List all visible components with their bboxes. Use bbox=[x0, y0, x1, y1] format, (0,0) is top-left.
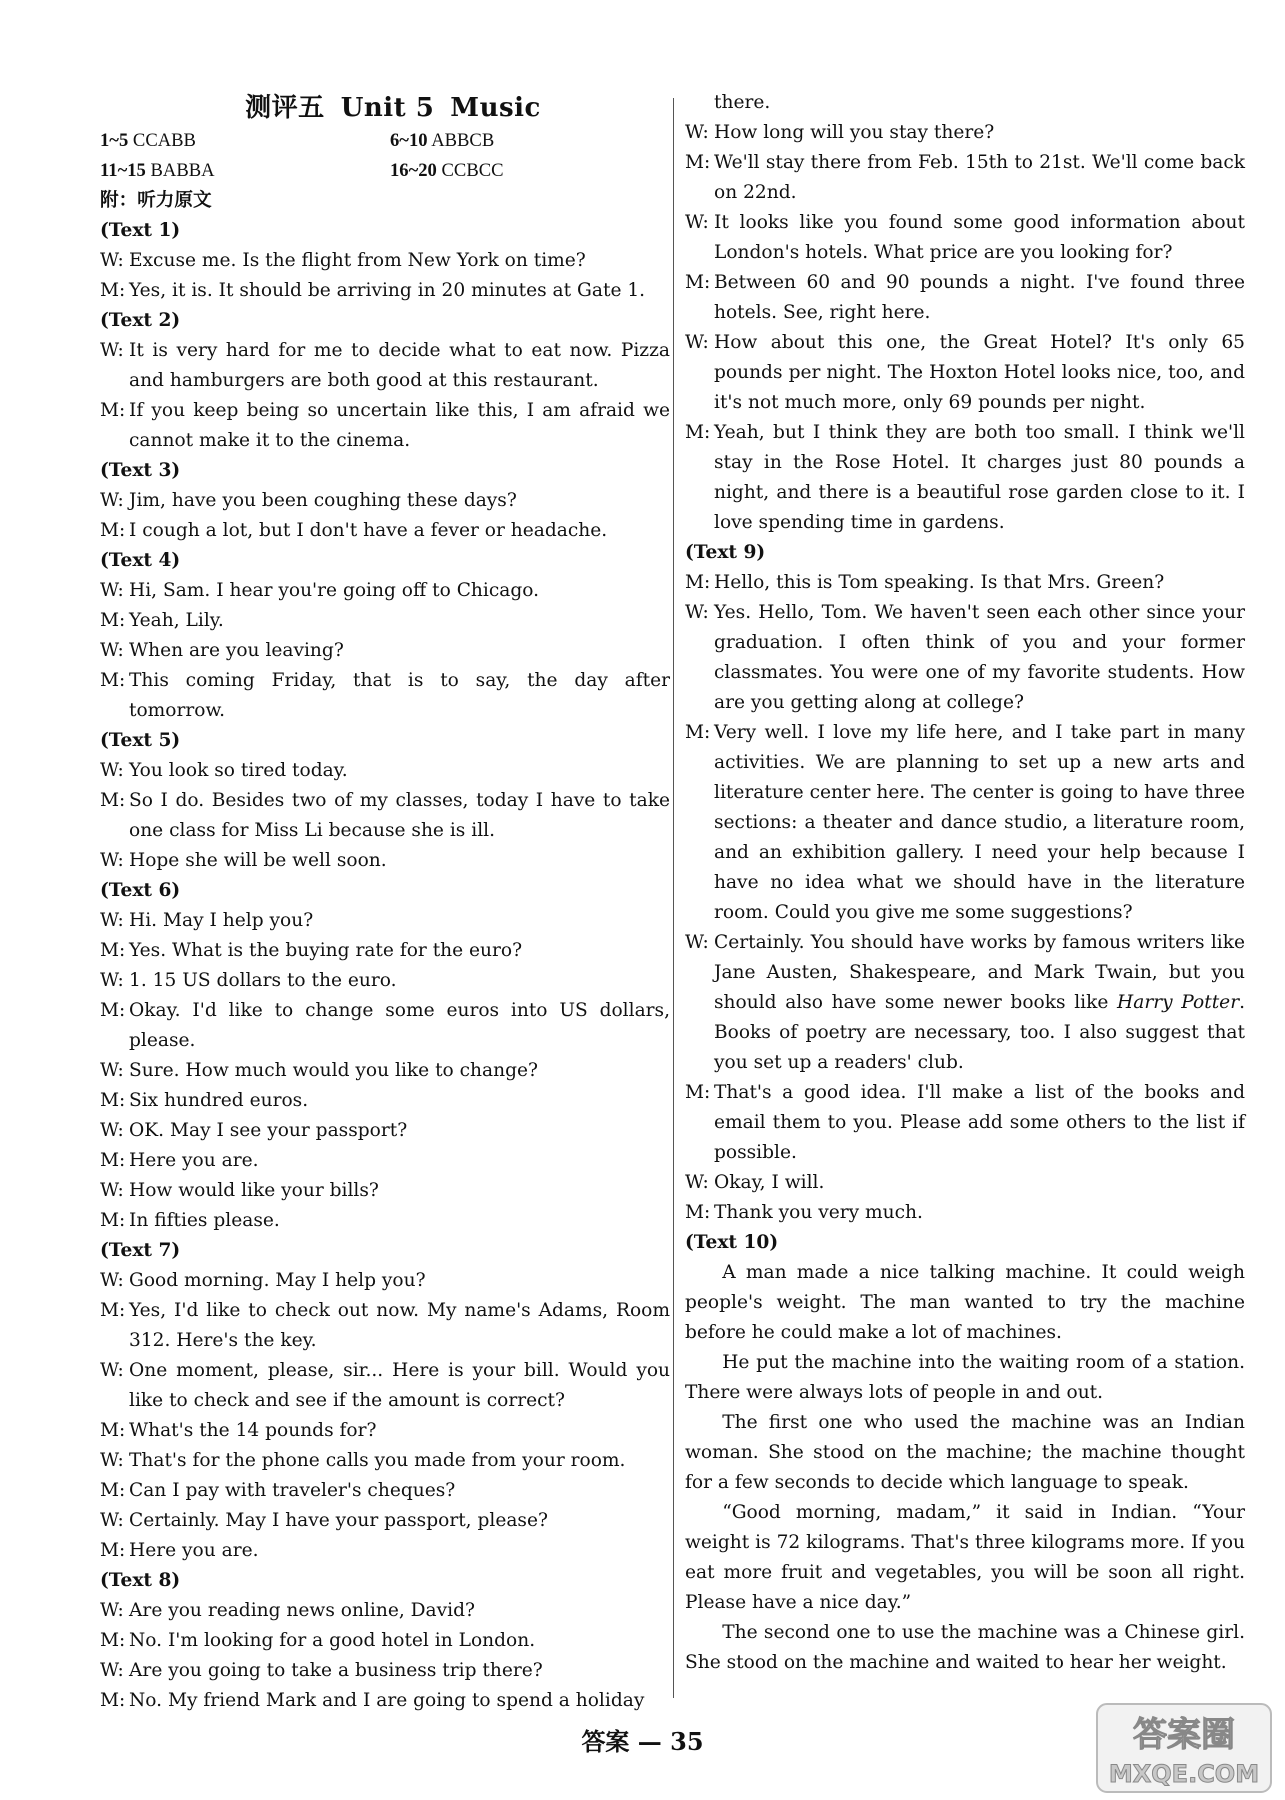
dialogue-line: M: Yes. What is the buying rate for the euro? bbox=[100, 940, 523, 961]
story-paragraph: He put the machine into the waiting room of a station. There were always lots of people in and out. bbox=[685, 1352, 1245, 1403]
dialogue-line: W: When are you leaving? bbox=[100, 640, 344, 661]
page-title bbox=[100, 88, 670, 126]
story-paragraph: “Good morning, madam,” it said in Indian. “Your weight is 72 kilograms. That's three kilograms more. If you eat more fruit and vegetables, you will be soon all right. Please have a nice day.” bbox=[685, 1502, 1245, 1613]
dialogue-line: M: Here you are. bbox=[100, 1540, 259, 1561]
dialogue-line: W: Jim, have you been coughing these days? bbox=[100, 490, 517, 511]
dialogue-line: M: This coming Friday, that is to say, the day after tomorrow. bbox=[100, 670, 670, 721]
dialogue-line: W: Hi, Sam. I hear you're going off to Chicago. bbox=[100, 580, 540, 601]
svg-text:MXQE.COM: MXQE.COM bbox=[1108, 1760, 1260, 1788]
appendix-heading: 附：听力原文 bbox=[100, 190, 212, 211]
left-column bbox=[100, 88, 670, 1716]
dialogue-continuation: there. bbox=[714, 92, 771, 113]
title-unit: Unit 5 bbox=[340, 93, 435, 123]
dialogue-line: M: Yes, it is. It should be arriving in 20 minutes at Gate 1. bbox=[100, 280, 646, 301]
svg-text:答案圈: 答案圈 bbox=[1133, 1715, 1235, 1755]
dialogue-line: M: If you keep being so uncertain like this, I am afraid we cannot make it to the cinema. bbox=[100, 400, 670, 451]
text-header: (Text 6) bbox=[100, 880, 181, 901]
dialogue-line: W: How would like your bills? bbox=[100, 1180, 379, 1201]
text-header: (Text 4) bbox=[100, 550, 181, 571]
dialogue-line: W: Hope she will be well soon. bbox=[100, 850, 387, 871]
dialogue-line: W: How about this one, the Great Hotel? It's only 65 pounds per night. The Hoxton Hotel looks nice, too, and it's not much more, only 69 pounds per night. bbox=[685, 332, 1245, 413]
book-title: Harry Potter bbox=[1117, 992, 1240, 1013]
dialogue-line: W: It is very hard for me to decide what to eat now. Pizza and hamburgers are both good at this restaurant. bbox=[100, 340, 670, 391]
story-paragraph: A man made a nice talking machine. It could weigh people's weight. The man wanted to try the machine before he could make a lot of machines. bbox=[685, 1262, 1245, 1343]
dialogue-line: W: Are you reading news online, David? bbox=[100, 1600, 475, 1621]
dialogue-line: M: Yeah, Lily. bbox=[100, 610, 224, 631]
dialogue-line: M: What's the 14 pounds for? bbox=[100, 1420, 377, 1441]
dialogue-line: W: It looks like you found some good information about London's hotels. What price are you looking for? bbox=[685, 212, 1245, 263]
dialogue-line: W: Yes. Hello, Tom. We haven't seen each other since your graduation. I often think of you and your former classmates. You were one of my favorite students. How are you getting along at college? bbox=[685, 602, 1245, 713]
dialogue-line: M: Here you are. bbox=[100, 1150, 259, 1171]
dialogue-line: W: Good morning. May I help you? bbox=[100, 1270, 426, 1291]
page-footer: 答案 — 35 bbox=[581, 1727, 704, 1756]
dialogue-line: M: That's a good idea. I'll make a list of the books and email them to you. Please add some others to the list if possible. bbox=[685, 1082, 1245, 1163]
dialogue-line: W: Are you going to take a business trip there? bbox=[100, 1660, 543, 1681]
title-topic: Music bbox=[450, 93, 541, 123]
dialogue-line: M: Six hundred euros. bbox=[100, 1090, 309, 1111]
dialogue-line: M: No. My friend Mark and I are going to spend a holiday bbox=[100, 1690, 645, 1711]
story-paragraph: The first one who used the machine was an Indian woman. She stood on the machine; the machine thought for a few seconds to decide which language to speak. bbox=[685, 1412, 1245, 1493]
dialogue-line: W: That's for the phone calls you made from your room. bbox=[100, 1450, 626, 1471]
dialogue-line: M: Very well. I love my life here, and I take part in many activities. We are planning to set up a new arts and literature center here. The center is going to have three sections: a theater and dance studio, a literature room, and an exhibition gallery. I need your help because I have no idea what we should have in the literature room. Could you give me some suggestions? bbox=[685, 722, 1245, 923]
dialogue-line: M: No. I'm looking for a good hotel in London. bbox=[100, 1630, 536, 1651]
dialogue-line: W: Okay, I will. bbox=[685, 1172, 825, 1193]
dialogue-line: M: Hello, this is Tom speaking. Is that Mrs. Green? bbox=[685, 572, 1165, 593]
text-header: (Text 5) bbox=[100, 730, 181, 751]
dialogue-line: W: Excuse me. Is the flight from New York on time? bbox=[100, 250, 586, 271]
dialogue-line: W: One moment, please, sir... Here is your bill. Would you like to check and see if the amount is correct? bbox=[100, 1360, 670, 1411]
dialogue-line: W: Certainly. You should have works by famous writers like Jane Austen, Shakespeare, and Mark Twain, but you should also have some newer books like Harry Potter. Books of poetry are necessary, too. I also suggest that you set up a readers' club. bbox=[685, 932, 1245, 1073]
dialogue-line: M: Thank you very much. bbox=[685, 1202, 923, 1223]
watermark-logo bbox=[1095, 1702, 1273, 1794]
dialogue-line: M: Can I pay with traveler's cheques? bbox=[100, 1480, 456, 1501]
answer-group: 6~10 ABBCB bbox=[390, 130, 495, 151]
dialogue-line: M: Between 60 and 90 pounds a night. I've found three hotels. See, right here. bbox=[685, 272, 1245, 323]
dialogue-line: W: OK. May I see your passport? bbox=[100, 1120, 408, 1141]
dialogue-line: W: How long will you stay there? bbox=[685, 122, 995, 143]
dialogue-line: M: Yes, I'd like to check out now. My name's Adams, Room 312. Here's the key. bbox=[100, 1300, 670, 1351]
story-paragraph: The second one to use the machine was a Chinese girl. She stood on the machine and waited to hear her weight. bbox=[685, 1622, 1245, 1673]
text-header: (Text 3) bbox=[100, 460, 181, 481]
dialogue-line: W: You look so tired today. bbox=[100, 760, 348, 781]
answer-key bbox=[100, 126, 670, 186]
title-cn: 测评五 bbox=[245, 93, 325, 123]
text-header: (Text 10) bbox=[685, 1232, 779, 1253]
dialogue-line: M: Yeah, but I think they are both too small. I think we'll stay in the Rose Hotel. It charges just 80 pounds a night, and there is a beautiful rose garden close to it. I love spending time in gardens. bbox=[685, 422, 1245, 533]
text-header: (Text 2) bbox=[100, 310, 181, 331]
dialogue-line: M: Okay. I'd like to change some euros into US dollars, please. bbox=[100, 1000, 670, 1051]
dialogue-line: M: We'll stay there from Feb. 15th to 21st. We'll come back on 22nd. bbox=[685, 152, 1245, 203]
text-header: (Text 7) bbox=[100, 1240, 181, 1261]
dialogue-line: W: Hi. May I help you? bbox=[100, 910, 314, 931]
dialogue-line: W: Sure. How much would you like to change? bbox=[100, 1060, 538, 1081]
answer-group: 11~15 BABBA bbox=[100, 160, 215, 181]
answer-group: 1~5 CCABB bbox=[100, 130, 196, 151]
dialogue-line: M: So I do. Besides two of my classes, today I have to take one class for Miss Li because she is ill. bbox=[100, 790, 670, 841]
dialogue-line: W: 1. 15 US dollars to the euro. bbox=[100, 970, 397, 991]
dialogue-line: M: I cough a lot, but I don't have a fever or headache. bbox=[100, 520, 608, 541]
right-column bbox=[685, 88, 1245, 1678]
dialogue-line: W: Certainly. May I have your passport, please? bbox=[100, 1510, 548, 1531]
column-divider bbox=[673, 98, 674, 1698]
dialogue-line: M: In fifties please. bbox=[100, 1210, 280, 1231]
text-header: (Text 8) bbox=[100, 1570, 181, 1591]
answer-group: 16~20 CCBCC bbox=[390, 160, 504, 181]
text-header: (Text 9) bbox=[685, 542, 766, 563]
text-header: (Text 1) bbox=[100, 220, 181, 241]
